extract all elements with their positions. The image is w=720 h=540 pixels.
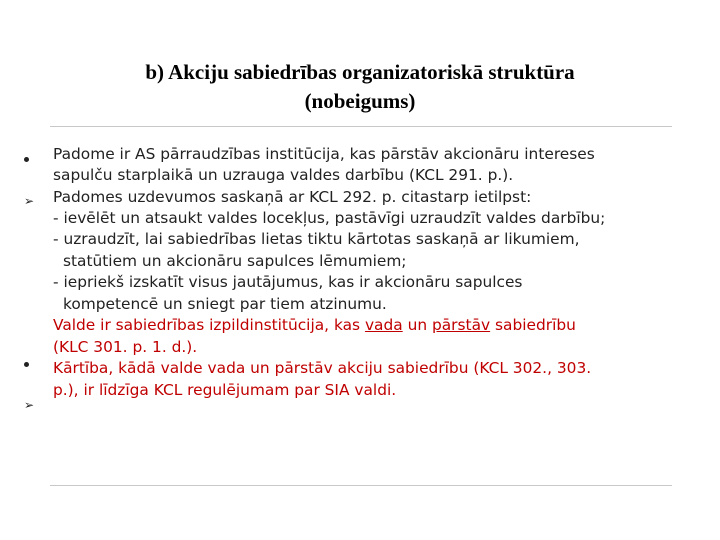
text-line-9-part-c: un: [402, 316, 432, 334]
arrow-bullet-icon: ➢: [24, 194, 35, 208]
text-line-11: Kārtība, kādā valde vada un pārstāv akciju sabiedrību (KCL 302., 303.: [53, 359, 592, 377]
text-line-8: kompetencē un sniegt par tiem atzinumu.: [63, 295, 387, 313]
text-line-6: statūtiem un akcionāru sapulces lēmumiem;: [63, 252, 407, 270]
text-line-1: Padome ir AS pārraudzības institūcija, kas pārstāv akcionāru intereses: [53, 145, 595, 163]
text-line-9: [53, 315, 576, 336]
slide-title: [0, 58, 720, 116]
round-bullet-icon: [24, 148, 29, 169]
text-line-7: - iepriekš izskatīt visus jautājumus, kas ir akcionāru sapulces: [53, 273, 523, 291]
bottom-divider: [50, 485, 672, 486]
slide-title-line-1: b) Akciju sabiedrības organizatoriskā struktūra: [145, 60, 575, 84]
text-line-5: - uzraudzīt, lai sabiedrības lietas tiktu kārtotas saskaņā ar likumiem,: [53, 230, 580, 248]
underlined-word-parstav: pārstāv: [431, 316, 491, 334]
text-line-10: (KLC 301. p. 1. d.).: [53, 338, 198, 356]
text-line-4: - ievēlēt un atsaukt valdes locekļus, pastāvīgi uzraudzīt valdes darbību;: [53, 209, 606, 227]
text-line-3: Padomes uzdevumos saskaņā ar KCL 292. p. citastarp ietilpst:: [53, 188, 532, 206]
round-bullet-icon: [24, 353, 29, 374]
text-line-9-part-e: sabiedrību: [490, 316, 576, 334]
slide-title-line-2: (nobeigums): [304, 89, 416, 113]
text-line-2: sapulču starplaikā un uzrauga valdes darbību (KCL 291. p.).: [53, 166, 514, 184]
top-divider: [50, 126, 672, 127]
text-line-12: p.), ir līdzīga KCL regulējumam par SIA valdi.: [53, 381, 397, 399]
arrow-bullet-icon: ➢: [24, 398, 35, 412]
underlined-word-vada: vada: [364, 316, 403, 334]
text-line-9-part-a: Valde ir sabiedrības izpildinstitūcija, kas: [53, 316, 365, 334]
